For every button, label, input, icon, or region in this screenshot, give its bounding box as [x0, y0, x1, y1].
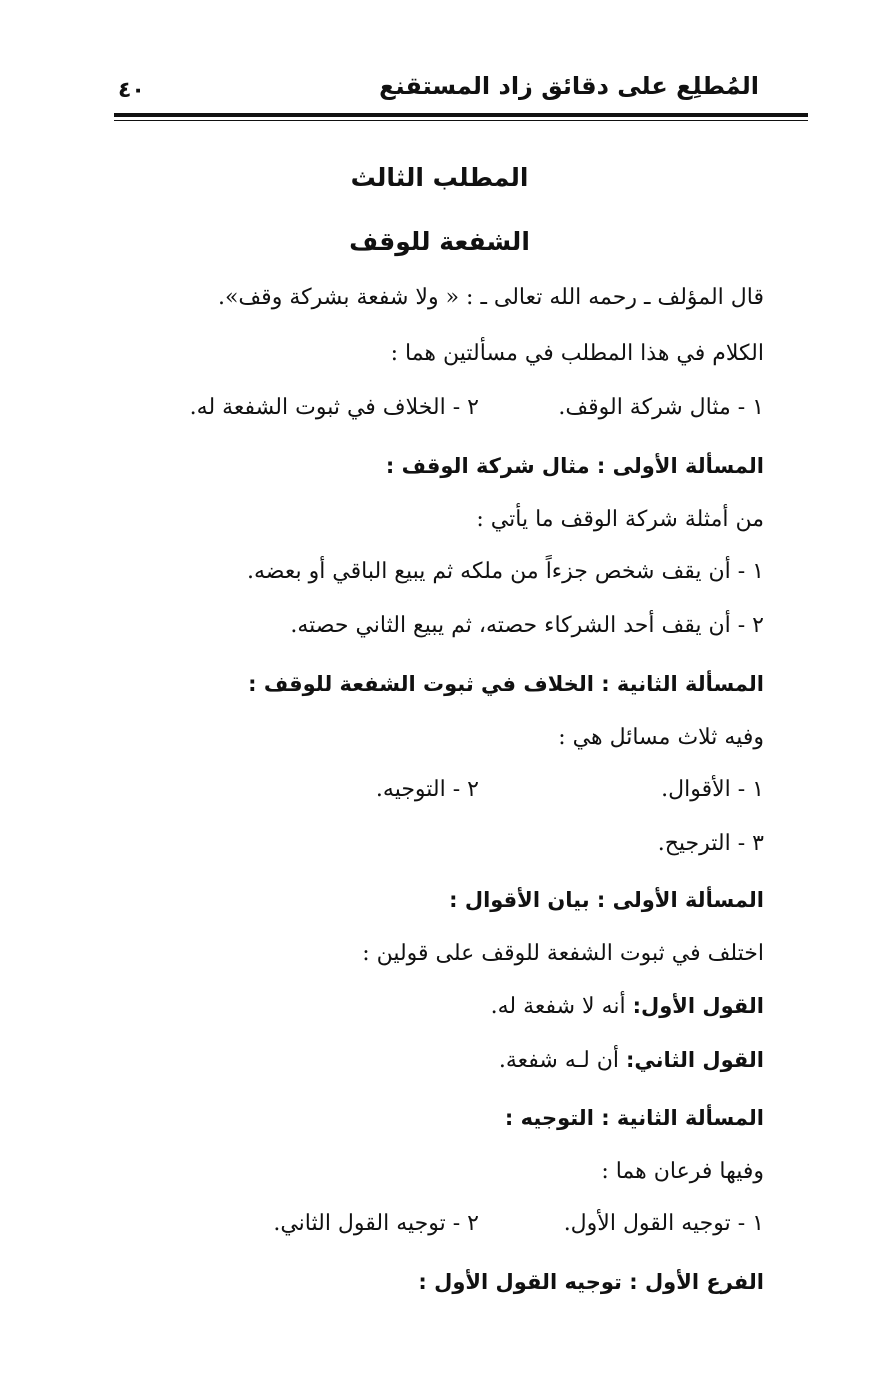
first-opinion-text: أنه لا شفعة له.	[490, 994, 633, 1019]
overview-text: الكلام في هذا المطلب في مسألتين هما :	[390, 341, 764, 366]
subquestion-2-item-1: ١ - توجيه القول الأول.	[563, 1211, 764, 1236]
second-opinion-text: أن لـه شفعة.	[498, 1048, 627, 1073]
subquestion-2-heading: المسألة الثانية : التوجيه :	[504, 1106, 764, 1130]
question-1-example-2: ٢ - أن يقف أحد الشركاء حصته، ثم يبيع الثاني حصته.	[290, 613, 764, 638]
topic-title: الشفعة للوقف	[349, 227, 530, 256]
subquestion-2-lead: وفيها فرعان هما :	[601, 1159, 764, 1184]
running-header-title: المُطلِع على دقائق زاد المستقنع	[379, 72, 759, 100]
question-2-item-3: ٣ - الترجيح.	[657, 831, 764, 856]
subquestion-1-lead: اختلف في ثبوت الشفعة للوقف على قولين :	[362, 941, 764, 966]
question-2-heading: المسألة الثانية : الخلاف في ثبوت الشفعة للوقف :	[248, 672, 764, 696]
author-quote: قال المؤلف ـ رحمه الله تعالى ـ : « ولا شفعة بشركة وقف».	[217, 285, 764, 310]
question-1-example-1: ١ - أن يقف شخص جزءاً من ملكه ثم يبيع الباقي أو بعضه.	[246, 559, 764, 584]
first-opinion-label: القول الأول:	[632, 994, 764, 1018]
subquestion-1-heading: المسألة الأولى : بيان الأقوال :	[449, 888, 764, 912]
second-opinion-label: القول الثاني:	[626, 1048, 764, 1072]
overview-item-2: ٢ - الخلاف في ثبوت الشفعة له.	[189, 395, 479, 420]
header-rule-thin	[114, 120, 808, 121]
question-2-lead: وفيه ثلاث مسائل هي :	[558, 725, 764, 750]
question-1-heading: المسألة الأولى : مثال شركة الوقف :	[385, 454, 764, 478]
question-2-item-2: ٢ - التوجيه.	[375, 777, 479, 802]
question-2-item-1: ١ - الأقوال.	[661, 777, 764, 802]
section-title: المطلب الثالث	[350, 163, 529, 192]
question-1-lead: من أمثلة شركة الوقف ما يأتي :	[476, 507, 764, 532]
subquestion-2-item-2: ٢ - توجيه القول الثاني.	[273, 1211, 479, 1236]
second-opinion	[100, 1044, 764, 1077]
branch-1-heading: الفرع الأول : توجيه القول الأول :	[418, 1270, 764, 1294]
header-rule-thick	[114, 113, 808, 117]
overview-item-1: ١ - مثال شركة الوقف.	[558, 395, 764, 420]
first-opinion	[100, 990, 764, 1023]
page-number: ٤٠	[118, 78, 145, 103]
